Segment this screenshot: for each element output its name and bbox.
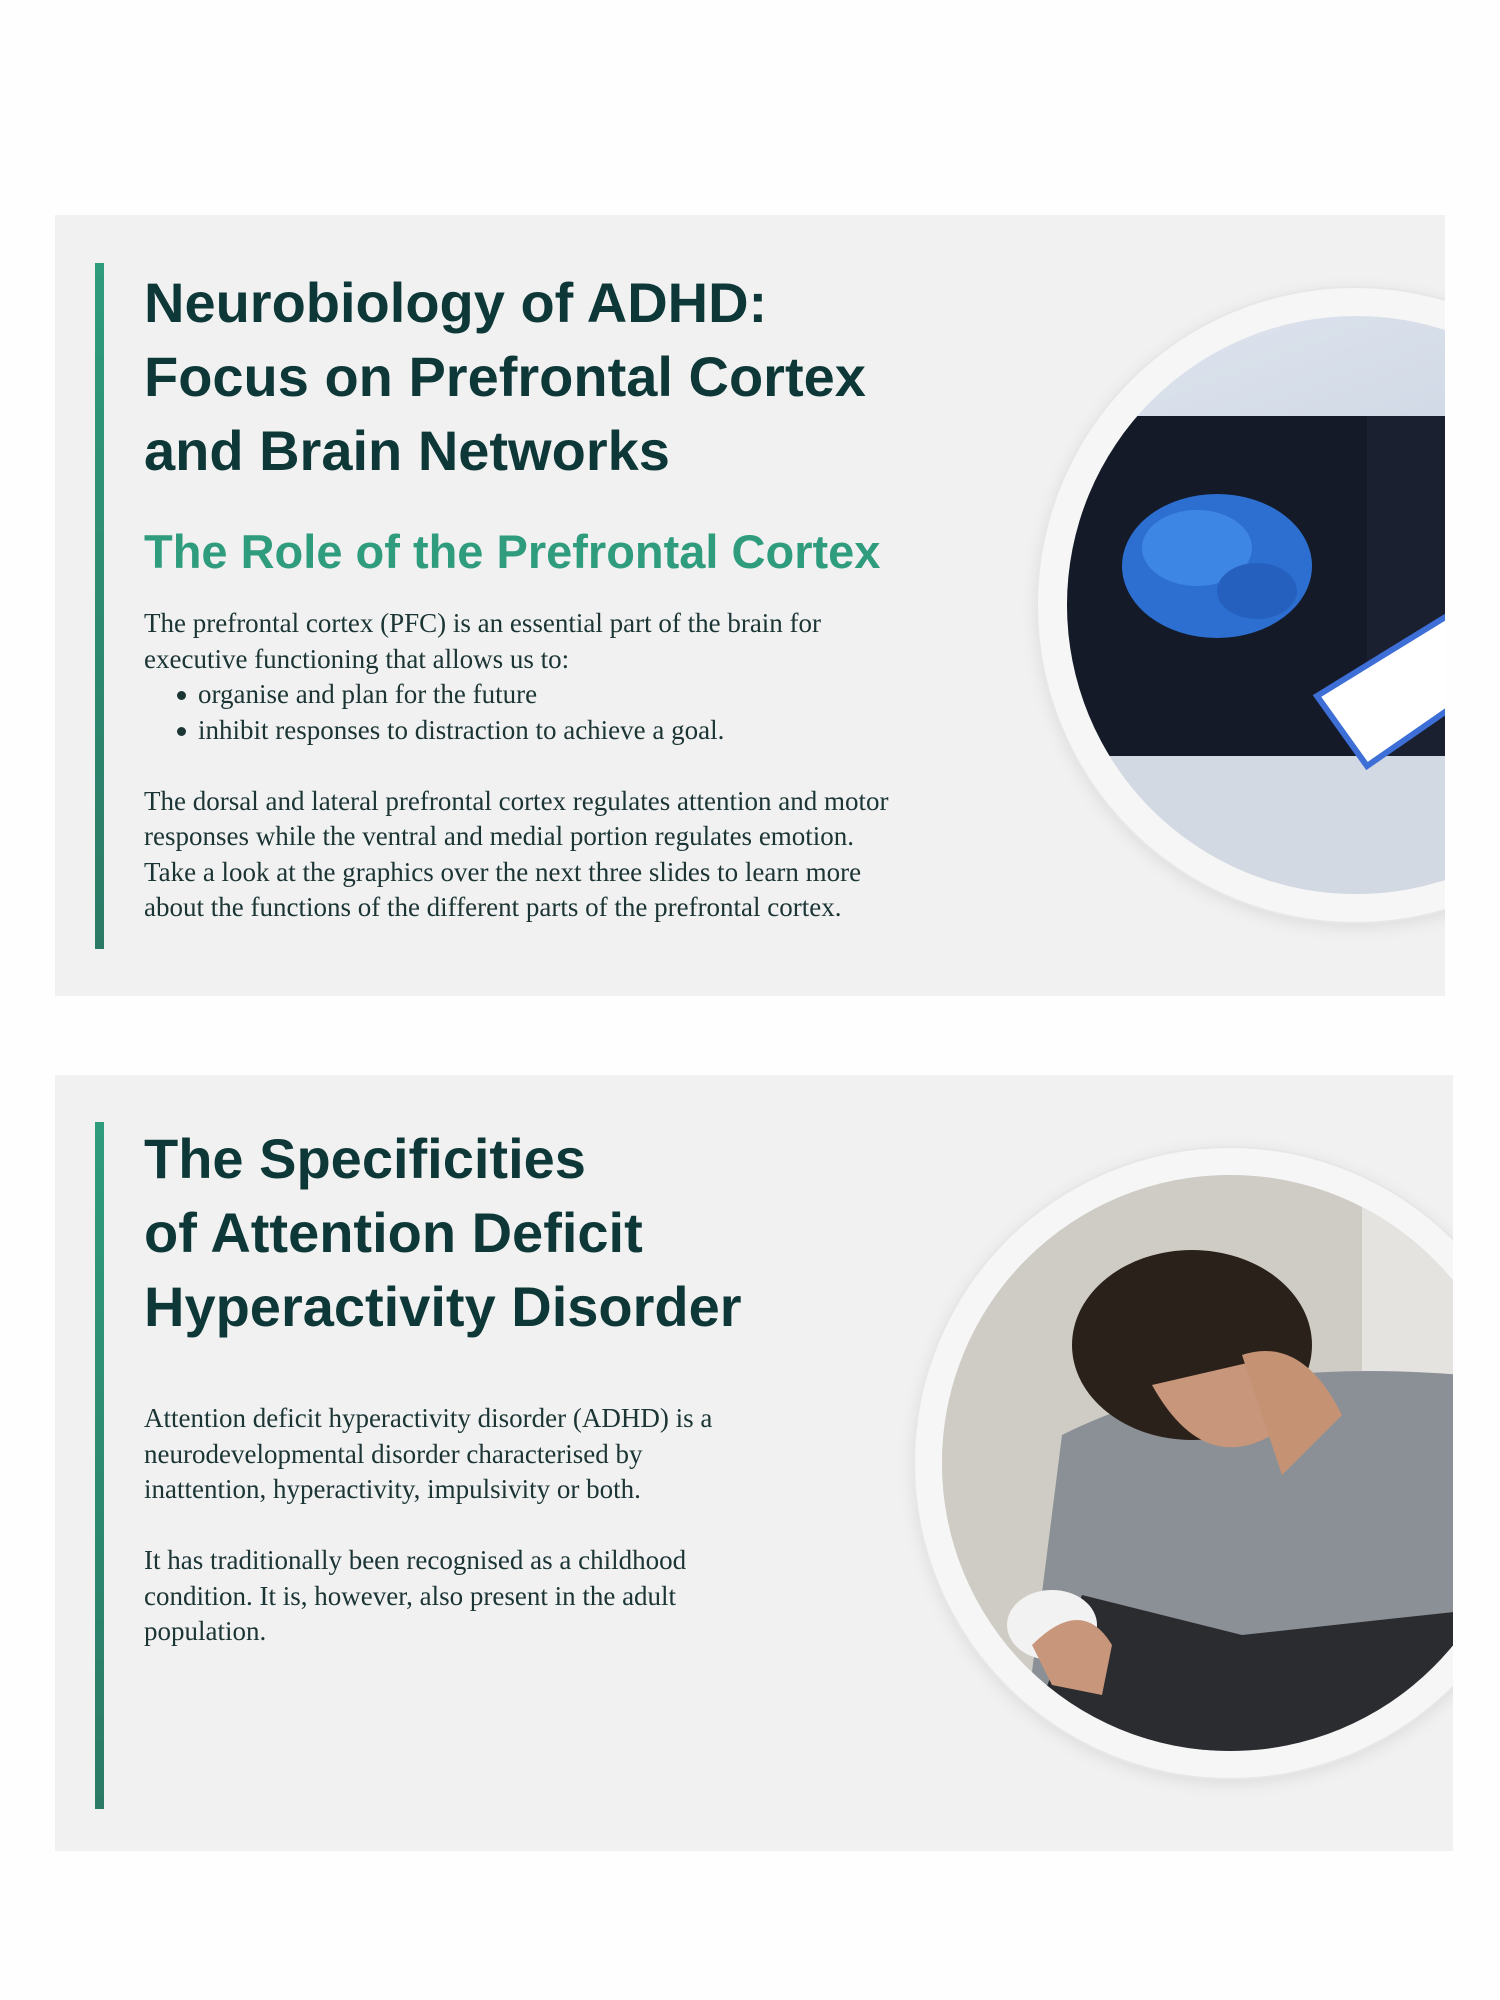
body-line: responses while the ventral and medial portion regulates emotion. [144,821,855,851]
doctor-brain-scan-photo [1067,316,1445,894]
slide-title [144,1122,742,1344]
slide-subtitle: The Role of the Prefrontal Cortex [144,525,881,578]
title-line: Neurobiology of ADHD: [144,271,768,334]
body-line: Take a look at the graphics over the next three slides to learn more [144,856,862,887]
accent-bar [95,1122,104,1809]
body-line: executive functioning that allows us to: [144,643,570,674]
body-line: The dorsal and lateral prefrontal cortex regulates attention and motor [144,785,889,816]
slide-body [144,1401,712,1650]
bullet-list [144,677,888,748]
body-line: population. [144,1616,267,1646]
body-line: about the functions of the different parts of the prefrontal cortex. [144,892,842,922]
slide-title [144,266,866,488]
bullet-item: inhibit responses to distraction to achieve a goal. [144,713,888,749]
title-line: and Brain Networks [144,419,670,482]
title-line: The Specificities [144,1127,586,1190]
accent-bar [95,263,104,949]
distressed-man-photo [942,1175,1453,1751]
title-line: Hyperactivity Disorder [144,1275,742,1338]
body-line: It has traditionally been recognised as a childhood [144,1545,687,1575]
body-line: neurodevelopmental disorder characterised by [144,1438,643,1469]
title-line: of Attention Deficit [144,1201,643,1264]
title-line: Focus on Prefrontal Cortex [144,345,866,408]
slide-body [144,606,888,926]
slide-adhd-specificities [55,1075,1453,1851]
slide-prefrontal-cortex [55,215,1445,996]
body-line: Attention deficit hyperactivity disorder (ADHD) is a [144,1403,713,1433]
bullet-item: organise and plan for the future [144,677,888,713]
body-line: condition. It is, however, also present in the adult [144,1580,677,1611]
body-line: The prefrontal cortex (PFC) is an essential part of the brain for [144,608,822,638]
body-line: inattention, hyperactivity, impulsivity or both. [144,1474,641,1504]
